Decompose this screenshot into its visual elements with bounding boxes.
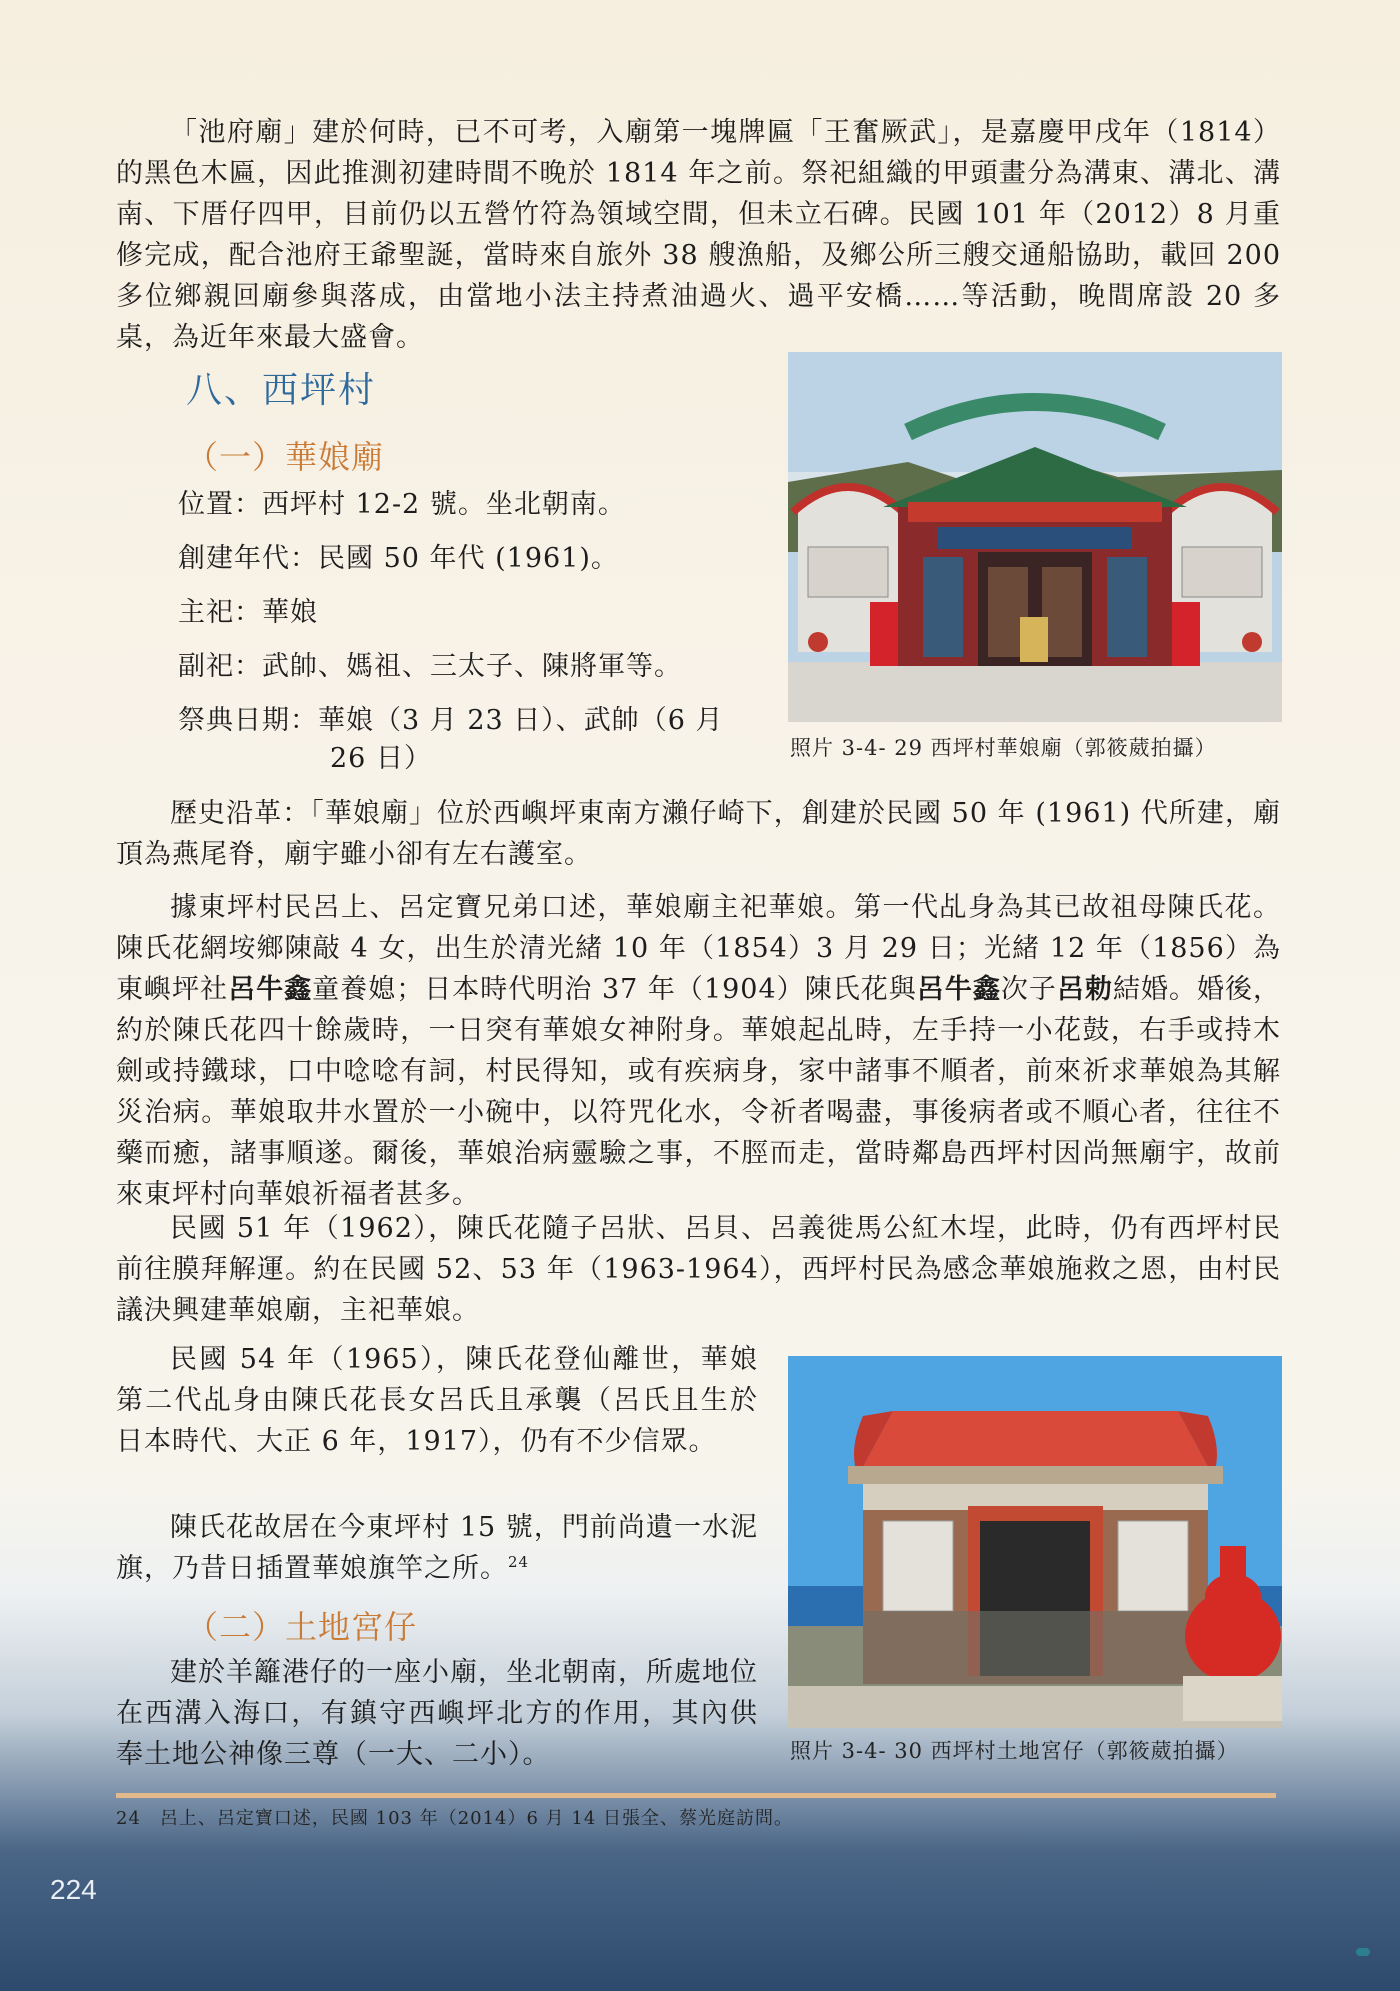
temple-illustration — [788, 352, 1282, 722]
former-residence-paragraph — [116, 1507, 758, 1589]
name-bold-2: 呂牛鑫 — [916, 974, 1001, 1005]
info-founded: 創建年代：民國 50 年代 (1961)。 — [178, 543, 619, 574]
photo1-caption: 照片 3-4- 29 西坪村華娘廟（郭筱葳拍攝） — [790, 736, 1217, 760]
oral-account-text-2: 童養媳；日本時代明治 37 年（1904）陳氏花與 — [312, 974, 917, 1005]
former-residence-text: 陳氏花故居在今東坪村 15 號，門前尚遺一水泥旗，乃昔日插置華娘旗竿之所。 — [116, 1512, 758, 1584]
footnote-divider — [116, 1793, 1276, 1798]
info-location: 位置：西坪村 12-2 號。坐北朝南。 — [178, 489, 626, 520]
shrine-illustration — [788, 1356, 1282, 1728]
photo-hua-niang-temple — [788, 352, 1282, 722]
subsection-title-1: （一）華娘廟 — [186, 438, 385, 476]
oral-account-text-4: 結婚。婚後，約於陳氏花四十餘歲時，一日突有華娘女神附身。華娘起乩時，左手持一小花鼓，右手或持木劍或持鐵球，口中唸唸有詞，村民得知，或有疾病身，家中諸事不順者，前來祈求華娘為其解災治病。華娘取井水置於一小碗中，以符咒化水，令祈者喝盡，事後病者或不順心者，往往不藥而癒，諸事順遂。爾後，華娘治病靈驗之事，不脛而走，當時鄰島西坪村因尚無廟宇，故前來東坪村向華娘祈福者甚多。 — [116, 974, 1282, 1210]
page-number: 224 — [50, 1874, 97, 1905]
info-festival-dates: 祭典日期：華娘（3 月 23 日）、武帥（6 月 — [178, 705, 724, 736]
info-secondary-deities: 副祀：武帥、媽祖、三太子、陳將軍等。 — [178, 651, 682, 682]
history-paragraph: 歷史沿革：「華娘廟」位於西嶼坪東南方瀨仔崎下，創建於民國 50 年 (1961) 代所建，廟頂為燕尾脊，廟宇雖小卻有左右護室。 — [116, 798, 1281, 870]
oral-account-text-3: 次子 — [1000, 974, 1057, 1005]
subsection-title-2: （二）土地宮仔 — [186, 1608, 418, 1646]
intro-paragraph: 「池府廟」建於何時，已不可考，入廟第一塊牌匾「王奮厥武」，是嘉慶甲戌年（1814）的黑色木匾，因此推測初建時間不晚於 1814 年之前。祭祀組織的甲頭畫分為溝東、溝北、溝南、下厝仔四甲，目前仍以五營竹符為領域空間，但未立石碑。民國 101 年（2012）8 月重修完成，配合池府王爺聖誕，當時來自旅外 38 艘漁船，及鄉公所三艘交通船協助，載回 200 多位鄉親回廟參與落成，由當地小法主持煮油過火、過平安橋……等活動，晚間席設 20 多桌，為近年來最大盛會。 — [116, 117, 1281, 353]
photo-land-god-shrine — [788, 1356, 1282, 1728]
oral-account-paragraph — [116, 887, 1281, 1215]
name-bold-1: 呂牛鑫 — [228, 974, 313, 1005]
second-medium-paragraph: 民國 54 年（1965），陳氏花登仙離世，華娘第二代乩身由陳氏花長女呂氏且承襲（呂氏且生於日本時代、大正 6 年，1917），仍有不少信眾。 — [116, 1344, 758, 1457]
footnote: 24 呂上、呂定寶口述，民國 103 年（2014）6 月 14 日張全、蔡光庭訪問。 — [116, 1808, 794, 1829]
section-title: 八、西坪村 — [186, 370, 377, 411]
photo2-caption: 照片 3-4- 30 西坪村土地宮仔（郭筱葳拍攝） — [790, 1739, 1239, 1763]
boat-shape — [1356, 1948, 1370, 1956]
info-festival-dates-cont: 26 日） — [330, 743, 432, 774]
oral-account-text-1: 據東坪村民呂上、呂定寶兄弟口述，華娘廟主祀華娘。第一代乩身為其已故祖母陳氏花。陳氏花網垵鄉陳敲 4 女，出生於清光緒 10 年（1854）3 月 29 日；光緒 12 年（1856）為東嶼坪社 — [116, 892, 1281, 1005]
footnote-ref: 24 — [508, 1553, 530, 1571]
land-god-paragraph: 建於羊籬港仔的一座小廟，坐北朝南，所處地位在西溝入海口，有鎮守西嶼坪北方的作用，其內供奉土地公神像三尊（一大、二小）。 — [116, 1657, 758, 1770]
info-main-deity: 主祀：華娘 — [178, 597, 318, 628]
name-bold-3: 呂勅 — [1056, 974, 1113, 1005]
relocation-paragraph: 民國 51 年（1962），陳氏花隨子呂狀、呂貝、呂義徙馬公紅木埕，此時，仍有西坪村民前往膜拜解運。約在民國 52、53 年（1963-1964），西坪村民為感念華娘施救之恩，由村民議決興建華娘廟，主祀華娘。 — [116, 1213, 1281, 1326]
